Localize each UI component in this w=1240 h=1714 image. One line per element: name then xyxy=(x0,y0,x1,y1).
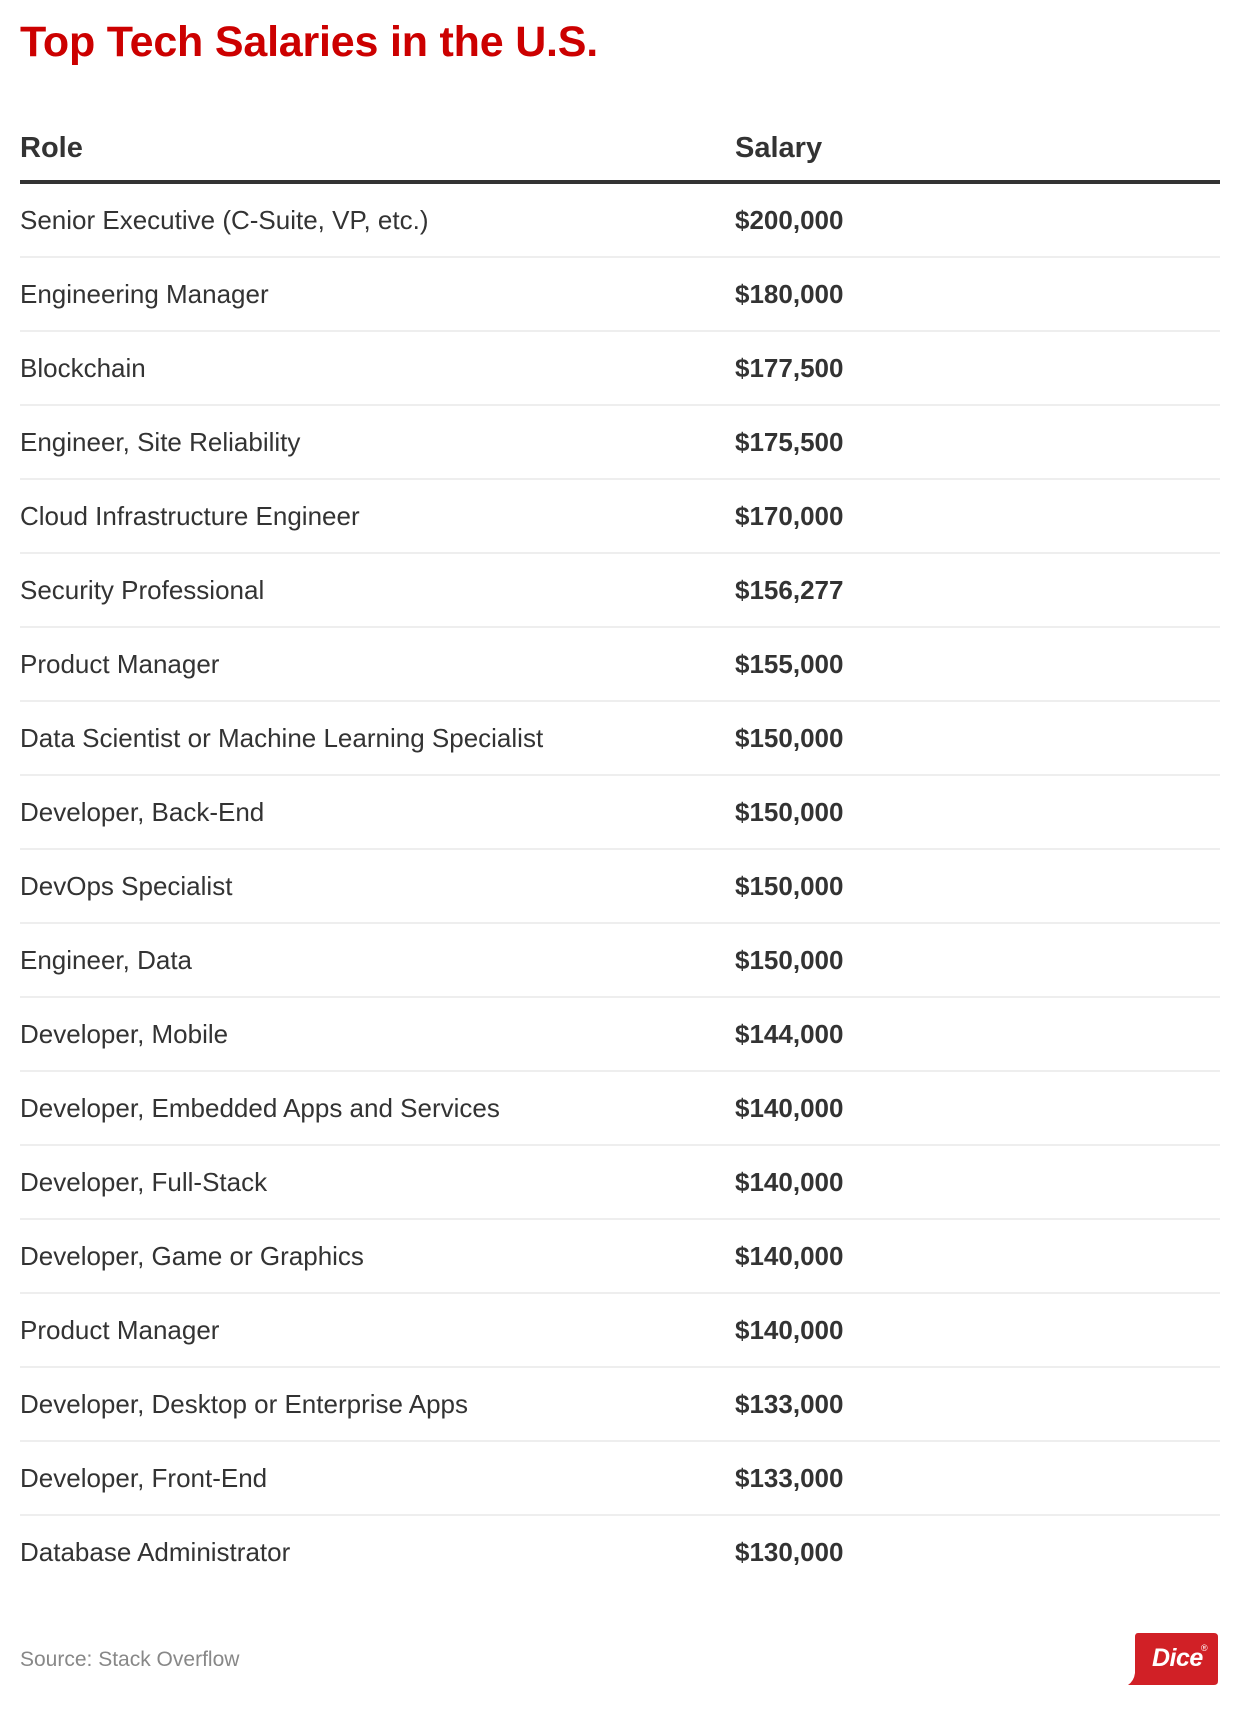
salary-table xyxy=(20,116,1220,1588)
source-note: Source: Stack Overflow xyxy=(20,1648,240,1671)
salary-cell: $150,000 xyxy=(735,944,844,975)
table-row xyxy=(20,924,1220,998)
role-cell: Blockchain xyxy=(20,352,146,383)
table-row xyxy=(20,628,1220,702)
salary-cell: $130,000 xyxy=(735,1536,844,1567)
table-row xyxy=(20,776,1220,850)
role-cell: Developer, Embedded Apps and Services xyxy=(20,1092,500,1123)
salary-cell: $140,000 xyxy=(735,1240,844,1271)
salary-cell: $133,000 xyxy=(735,1462,844,1493)
table-row xyxy=(20,480,1220,554)
table-body xyxy=(20,184,1220,1588)
page-title: Top Tech Salaries in the U.S. xyxy=(20,18,599,66)
salary-cell: $155,000 xyxy=(735,648,844,679)
role-cell: DevOps Specialist xyxy=(20,870,233,901)
table-row xyxy=(20,406,1220,480)
role-cell: Developer, Mobile xyxy=(20,1018,229,1049)
salary-cell: $133,000 xyxy=(735,1388,844,1419)
role-cell: Engineering Manager xyxy=(20,278,269,309)
table-row xyxy=(20,554,1220,628)
role-cell: Developer, Full-Stack xyxy=(20,1166,268,1197)
salary-cell: $177,500 xyxy=(735,352,844,383)
table-row xyxy=(20,1368,1220,1442)
table-row xyxy=(20,258,1220,332)
table-row xyxy=(20,998,1220,1072)
role-cell: Data Scientist or Machine Learning Specialist xyxy=(20,722,544,753)
role-cell: Product Manager xyxy=(20,648,220,679)
role-cell: Engineer, Site Reliability xyxy=(20,426,301,457)
role-cell: Developer, Back-End xyxy=(20,796,265,827)
salary-cell: $150,000 xyxy=(735,870,844,901)
role-cell: Senior Executive (C-Suite, VP, etc.) xyxy=(20,204,429,235)
table-row xyxy=(20,184,1220,258)
salary-cell: $175,500 xyxy=(735,426,844,457)
table-row xyxy=(20,1072,1220,1146)
salary-cell: $144,000 xyxy=(735,1018,844,1049)
salary-cell: $140,000 xyxy=(735,1092,844,1123)
salary-cell: $180,000 xyxy=(735,278,844,309)
logo-text: Dice xyxy=(1152,1644,1203,1672)
role-cell: Developer, Game or Graphics xyxy=(20,1240,364,1271)
table-row xyxy=(20,332,1220,406)
role-cell: Engineer, Data xyxy=(20,944,193,975)
table-row xyxy=(20,850,1220,924)
salary-cell: $140,000 xyxy=(735,1166,844,1197)
table-row xyxy=(20,1294,1220,1368)
dice-logo xyxy=(1128,1633,1218,1686)
table-row xyxy=(20,1220,1220,1294)
salary-cell: $150,000 xyxy=(735,796,844,827)
table-row xyxy=(20,702,1220,776)
salary-cell: $140,000 xyxy=(735,1314,844,1345)
salary-cell: $170,000 xyxy=(735,500,844,531)
table-row xyxy=(20,1516,1220,1588)
table-row xyxy=(20,1146,1220,1220)
role-cell: Security Professional xyxy=(20,574,265,605)
registered-mark: ® xyxy=(1201,1643,1208,1653)
role-cell: Database Administrator xyxy=(20,1536,291,1567)
role-cell: Cloud Infrastructure Engineer xyxy=(20,500,360,531)
salary-cell: $200,000 xyxy=(735,204,844,235)
column-header-role: Role xyxy=(20,131,83,164)
role-cell: Developer, Front-End xyxy=(20,1462,268,1493)
table-row xyxy=(20,1442,1220,1516)
salary-cell: $150,000 xyxy=(735,722,844,753)
role-cell: Product Manager xyxy=(20,1314,220,1345)
role-cell: Developer, Desktop or Enterprise Apps xyxy=(20,1388,469,1419)
column-header-salary: Salary xyxy=(735,131,823,164)
table-header xyxy=(20,116,1220,184)
salary-cell: $156,277 xyxy=(735,574,844,605)
